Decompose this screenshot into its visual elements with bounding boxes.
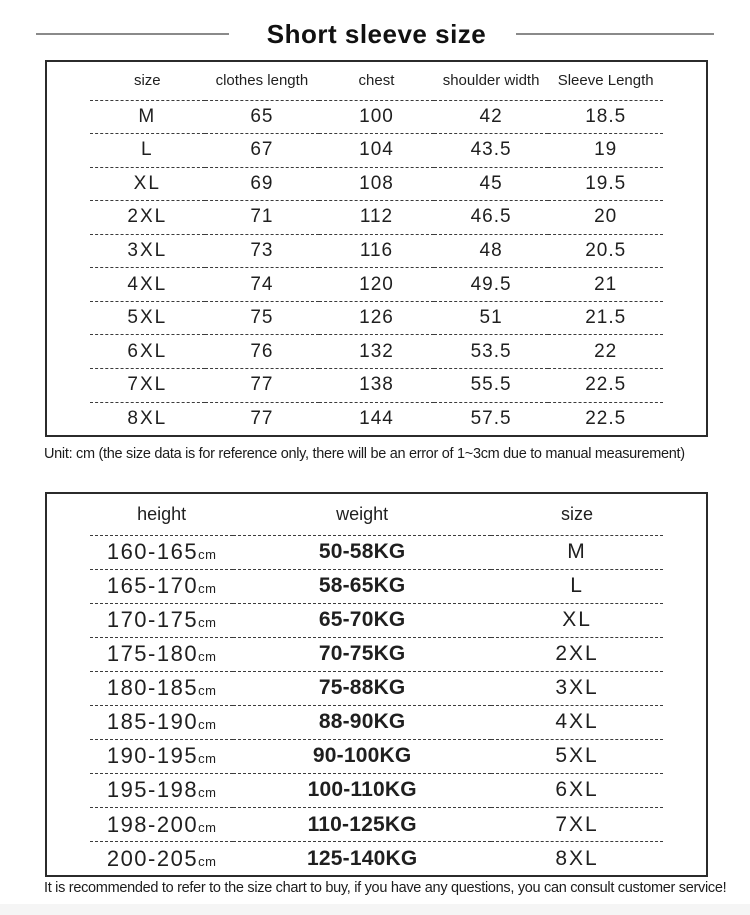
cell-unit: cm xyxy=(198,615,217,631)
table-cell: 76 xyxy=(205,335,320,369)
table-cell: 144 xyxy=(319,402,434,435)
table-row xyxy=(90,603,663,637)
cell-unit: cm xyxy=(198,853,217,869)
table-cell: 7XL xyxy=(491,808,663,842)
table-cell: 132 xyxy=(319,335,434,369)
short-sleeve-size-table-box xyxy=(45,60,708,437)
table-cell: 2XL xyxy=(90,201,205,235)
header-row xyxy=(90,62,663,100)
table-cell: 8XL xyxy=(90,402,205,435)
cell-value: 165-170 xyxy=(106,573,199,599)
table-cell: 22.5 xyxy=(548,369,663,403)
table-cell: 65 xyxy=(250,105,274,127)
cell-value: 200-205 xyxy=(106,845,199,871)
table-cell xyxy=(90,842,233,875)
table-cell: 6XL xyxy=(90,335,205,369)
short-sleeve-size-table-inner xyxy=(90,62,663,435)
table-cell: 6XL xyxy=(491,773,663,807)
table-cell: 138 xyxy=(319,369,434,403)
table-cell: 55.5 xyxy=(434,369,549,403)
table-cell: 42 xyxy=(479,105,503,127)
page-title: Short sleeve size xyxy=(266,18,487,49)
table-cell xyxy=(90,603,233,637)
table-cell: 77 xyxy=(205,369,320,403)
cell-unit: cm xyxy=(198,683,217,699)
table-cell: 77 xyxy=(205,402,320,435)
table-row xyxy=(90,569,663,603)
cell-unit: cm xyxy=(198,649,217,665)
table-cell: 51 xyxy=(434,301,549,335)
table-cell: 46.5 xyxy=(434,201,549,235)
table-row xyxy=(90,369,663,403)
table-row xyxy=(90,842,663,875)
unit-note: Unit: cm (the size data is for reference only, there will be an error of 1~3cm due to manual measurement) xyxy=(44,446,685,462)
table-cell: 21.5 xyxy=(548,301,663,335)
table-cell xyxy=(90,739,233,773)
table-row xyxy=(90,402,663,435)
table-cell: 49.5 xyxy=(434,268,549,302)
table-cell xyxy=(90,705,233,739)
cell-value: 185-190 xyxy=(106,709,199,735)
height-weight-size-table-inner xyxy=(90,494,663,875)
cell-unit: cm xyxy=(198,717,217,733)
cell-value: 198-200 xyxy=(106,811,199,837)
fit-table-body xyxy=(90,535,663,875)
cell-value: 175-180 xyxy=(106,641,199,667)
table-cell: 45 xyxy=(434,167,549,201)
table-cell: 4XL xyxy=(491,705,663,739)
table-cell xyxy=(90,569,233,603)
table-cell: 22 xyxy=(548,335,663,369)
table-cell: 125-140KG xyxy=(233,842,491,875)
column-header: clothes length xyxy=(205,62,320,100)
cell-unit: cm xyxy=(198,547,217,563)
column-header: size xyxy=(491,494,663,535)
table-cell: 57.5 xyxy=(434,402,549,435)
cell-value: 180-185 xyxy=(106,675,199,701)
table-cell: 5XL xyxy=(491,739,663,773)
table-cell xyxy=(90,637,233,671)
cell-unit: cm xyxy=(198,785,217,801)
cell-unit: cm xyxy=(198,581,217,597)
column-header: Sleeve Length xyxy=(548,62,663,100)
table-cell: 20.5 xyxy=(548,234,663,268)
table-row xyxy=(90,301,663,335)
table-cell: 88-90KG xyxy=(233,705,491,739)
height-weight-size-table xyxy=(90,494,663,875)
bottom-gray-bar xyxy=(0,904,750,915)
table-row xyxy=(90,637,663,671)
table-cell: 110-125KG xyxy=(233,808,491,842)
table-cell: 108 xyxy=(319,167,434,201)
cell-value: 190-195 xyxy=(106,743,199,769)
table-row xyxy=(90,671,663,705)
cell-value: 195-198 xyxy=(106,777,199,803)
table-cell: 120 xyxy=(319,268,434,302)
table-row xyxy=(90,234,663,268)
table-row xyxy=(90,808,663,842)
table-cell: 126 xyxy=(319,301,434,335)
table-row xyxy=(90,100,663,134)
table-cell: 2XL xyxy=(491,637,663,671)
table-cell: 20 xyxy=(548,201,663,235)
short-sleeve-size-table xyxy=(90,62,663,435)
cell-unit: cm xyxy=(198,751,217,767)
table-cell: L xyxy=(491,569,663,603)
size-table-body xyxy=(90,100,663,435)
table-cell: 73 xyxy=(205,234,320,268)
table-cell: 100 xyxy=(359,105,394,127)
table-cell: XL xyxy=(90,167,205,201)
column-header: weight xyxy=(233,494,491,535)
table-row xyxy=(90,535,663,569)
table-cell: 43.5 xyxy=(434,134,549,168)
table-cell: 3XL xyxy=(491,671,663,705)
fit-table-header xyxy=(90,494,663,535)
footer-note: It is recommended to refer to the size chart to buy, if you have any questions, you can consult customer service! xyxy=(44,880,727,896)
table-cell: 48 xyxy=(434,234,549,268)
table-cell: 65-70KG xyxy=(233,603,491,637)
cell-value: 160-165 xyxy=(106,539,199,565)
table-cell: 4XL xyxy=(90,268,205,302)
height-weight-size-table-box xyxy=(45,492,708,877)
table-row xyxy=(90,134,663,168)
table-cell: 71 xyxy=(205,201,320,235)
title-divider-left xyxy=(36,33,229,35)
column-header: shoulder width xyxy=(434,62,549,100)
table-cell: 18.5 xyxy=(585,105,627,127)
table-cell: XL xyxy=(491,603,663,637)
title-row xyxy=(0,14,750,54)
table-row xyxy=(90,335,663,369)
table-cell: M xyxy=(567,540,587,564)
table-cell: 58-65KG xyxy=(233,569,491,603)
table-row xyxy=(90,773,663,807)
table-cell: 5XL xyxy=(90,301,205,335)
table-cell xyxy=(90,535,233,569)
table-cell: 75-88KG xyxy=(233,671,491,705)
column-header: chest xyxy=(319,62,434,100)
table-cell: 70-75KG xyxy=(233,637,491,671)
table-cell: 8XL xyxy=(491,842,663,875)
table-cell: 90-100KG xyxy=(233,739,491,773)
table-row xyxy=(90,167,663,201)
table-cell: 75 xyxy=(205,301,320,335)
table-cell: M xyxy=(138,105,157,127)
table-cell xyxy=(90,671,233,705)
table-row xyxy=(90,739,663,773)
table-cell: 22.5 xyxy=(548,402,663,435)
table-cell: 112 xyxy=(319,201,434,235)
table-row xyxy=(90,268,663,302)
table-cell: L xyxy=(90,134,205,168)
cell-value: 170-175 xyxy=(106,607,199,633)
table-cell: 50-58KG xyxy=(318,540,406,564)
table-row xyxy=(90,201,663,235)
cell-unit: cm xyxy=(198,819,217,835)
table-cell: 19 xyxy=(548,134,663,168)
table-cell: 19.5 xyxy=(548,167,663,201)
table-cell: 53.5 xyxy=(434,335,549,369)
table-cell: 21 xyxy=(548,268,663,302)
title-divider-right xyxy=(516,33,714,35)
size-table-header xyxy=(90,62,663,100)
table-cell: 3XL xyxy=(90,234,205,268)
table-cell: 104 xyxy=(319,134,434,168)
table-cell: 74 xyxy=(205,268,320,302)
table-cell: 67 xyxy=(205,134,320,168)
table-cell: 7XL xyxy=(90,369,205,403)
table-cell: 100-110KG xyxy=(233,773,491,807)
column-header: height xyxy=(90,494,233,535)
table-cell: 116 xyxy=(319,234,434,268)
table-cell xyxy=(90,773,233,807)
table-cell xyxy=(90,808,233,842)
header-row xyxy=(90,494,663,535)
column-header: size xyxy=(90,62,205,100)
table-row xyxy=(90,705,663,739)
table-cell: 69 xyxy=(205,167,320,201)
